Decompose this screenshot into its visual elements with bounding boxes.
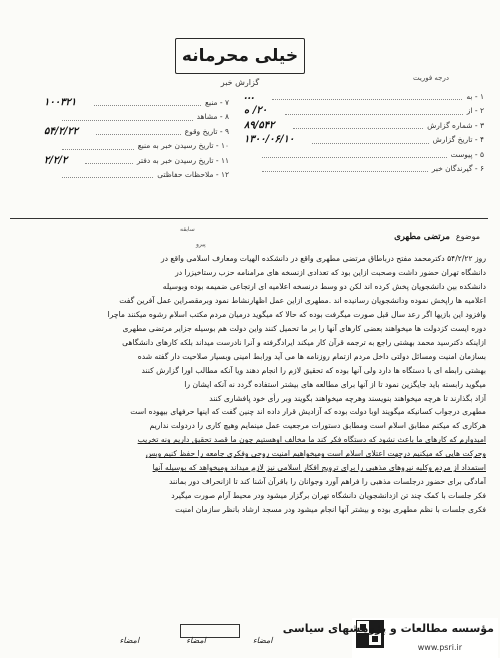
field-row: ۸ - مشاهد xyxy=(44,110,229,124)
body-line: هرکاری که میکنم مطابق اسلام است ومطابق دستورات مرجعیت عمل مینمایم وهیچ کاری را دردولت نداریم xyxy=(149,421,486,431)
header-divider xyxy=(10,218,488,219)
body-line: دانشگاه تهران حضور داشت وصحبت ازاین بود که تعدادی ازنسخه های مرامنامه حزب رستاخیزرا در xyxy=(175,267,486,277)
signatures xyxy=(96,636,296,658)
publisher-watermark xyxy=(282,618,498,658)
body-line: میگوید رابسته باید جایگزین نمود تا از آنها برای مطالعه های بیشتر استفاده گردد نه آنکه ایشان را xyxy=(184,379,486,389)
reference-label: سابقه xyxy=(180,226,195,233)
classification-title: خیلی محرمانه xyxy=(181,46,299,66)
urgency-label: درجه فوریت xyxy=(413,74,449,82)
followup-label: پیرو xyxy=(196,241,206,248)
field-row: ۶ - گیرندگان خبر xyxy=(244,162,484,176)
field-row: ۴ - تاریخ گزارش ۱۳۰۰/۰۶/۱۰ xyxy=(244,134,484,146)
field-row: ۷ - منبع ۱۰۰۳۲۱ xyxy=(44,97,229,108)
classification-stamp xyxy=(175,38,305,74)
field-row: ۱۲ - ملاحظات حفاظتی xyxy=(44,168,229,182)
body-line: بهشتی رابطه ای با دستگاه ها دارد ولی آنها بوده که تحقیق لازم را انجام دهند ویا آنکه مطالب اورا گزارش کنند xyxy=(141,365,486,375)
signature: امضاء xyxy=(186,636,206,645)
field-row: ۵ - پیوست xyxy=(244,148,484,162)
subject-label: موضوع xyxy=(455,232,480,241)
fields-left xyxy=(44,96,229,182)
body-line: اعلامیه ها راپخش نموده ودانشجویان رسانیده اند .مطهری ازاین عمل اظهارنشاط نمود وبرمقصراین عمل آفرین گفت xyxy=(119,295,486,305)
field-row: ۳ - شماره گزارش ۸۹/۵۴۲ xyxy=(244,119,484,131)
body-line: بسازمان امنیت ومسائل دولتی داخل مردم ازتمام روزنامه ها می آید ورابط امینی وبسیار صلاحیت دار گفته شده xyxy=(137,351,486,361)
body-line: فکر جلسات با کمک چند تن ازدانشجویان دانشگاه تهران برگزار میشود ودر محیط آرام صورت میگیرد xyxy=(171,491,486,501)
body-line: فکری جلسات با نظم مطهری بوده و بیشتر آنها انجام میشود ودر مسجد ارشاد بانظر سازمان امنیت xyxy=(175,505,486,515)
field-row: ۱ - به ... xyxy=(244,91,484,102)
field-row: ۱۱ - تاریخ رسیدن خبر به دفتر ۲/۲/۲ xyxy=(44,154,229,166)
body-line: مطهری درجواب کسانیکه میگویند اوبا دولت بوده که آزادیش قرار داده اند چنین گفت که اینها حرفهای بیهوده است xyxy=(130,407,486,417)
body-line: امیدوارم که کارهای ما باعث نشود که دستگاه فکر کند ما مخالف اوهستیم چون ما قصد تحقیق داریم ونه تخریب xyxy=(137,435,486,445)
field-row: ۱۰ - تاریخ رسیدن خبر به منبع xyxy=(44,139,229,153)
report-body xyxy=(16,252,486,517)
body-line: روز ۵۴/۲/۲۲ دکترمحمد مفتح درباطاق مرتضی مطهری واقع در دانشکده الهیات ومعارف اسلامی واقع در xyxy=(160,254,486,263)
signature: امضاء xyxy=(252,636,273,645)
watermark-url: www.psri.ir xyxy=(417,643,462,652)
signature: امضاء xyxy=(119,636,140,645)
body-line: استمداد از مردم وکلیه نیروهای مذهبی را برای ترویج افکار اسلامی نیز لازم میداند ومیخواهد که بوسیله آنها xyxy=(152,463,486,473)
report-type: گزارش خبر xyxy=(220,78,260,87)
subject-value: مرتضی مطهری xyxy=(394,232,450,242)
body-line: دانشکده بین دانشجویان پخش کرده اند لکن دو وسط درنسخه اعلامیه ای ارتجاعی ضمیمه بوده وبوسیله xyxy=(162,281,486,291)
body-line: ازاینکه دکترسید محمد بهشتی راجع به ترجمه قرآن کار میکند ایرادگرفته و آنرا نادرست میداند بلکه کارهای دانشگاهی xyxy=(122,337,486,347)
body-line: آزاد بگذارند تا هرچه میخواهند بنویسند وهرچه میخواهند بگویند وبر رأی خود پافشاری کنند xyxy=(209,393,486,403)
watermark-title: مؤسسه مطالعات و پژوهشهای سیاسی xyxy=(282,622,494,635)
body-line: وافزود این بازیها اگر رعد سال قبل صورت میگرفت بوده که حالا که میگوید درمیان مردم مکتب اسلام رشوه میکنند ماچرا xyxy=(107,309,486,319)
field-row: ۹ - تاریخ وقوع ۵۴/۲/۲۲ xyxy=(44,125,229,137)
body-line: وحرکت هایی که میکنیم درجهت اعتلای اسلام است ومیخواهیم امنیت روحی وفکری جامعه را حفظ کنیم وبس xyxy=(145,449,486,459)
field-row: ۲ - از ۲۰/ ه xyxy=(244,105,484,117)
subject-line xyxy=(10,232,480,242)
body-line: دوره ایست کزدولت ها میخواهند بعضی کارهای آنها را بر ما تحمیل کنند واین دولت هم بوسیله جزایر مرتضی مطهری xyxy=(122,323,486,333)
body-line: آمادگی برای حضور درجلسات مذهبی را فراهم آورد وجوانان را باقرآن آشنا کند تا ازانحراف دور بمانند xyxy=(169,477,486,487)
fields-right xyxy=(244,90,484,176)
